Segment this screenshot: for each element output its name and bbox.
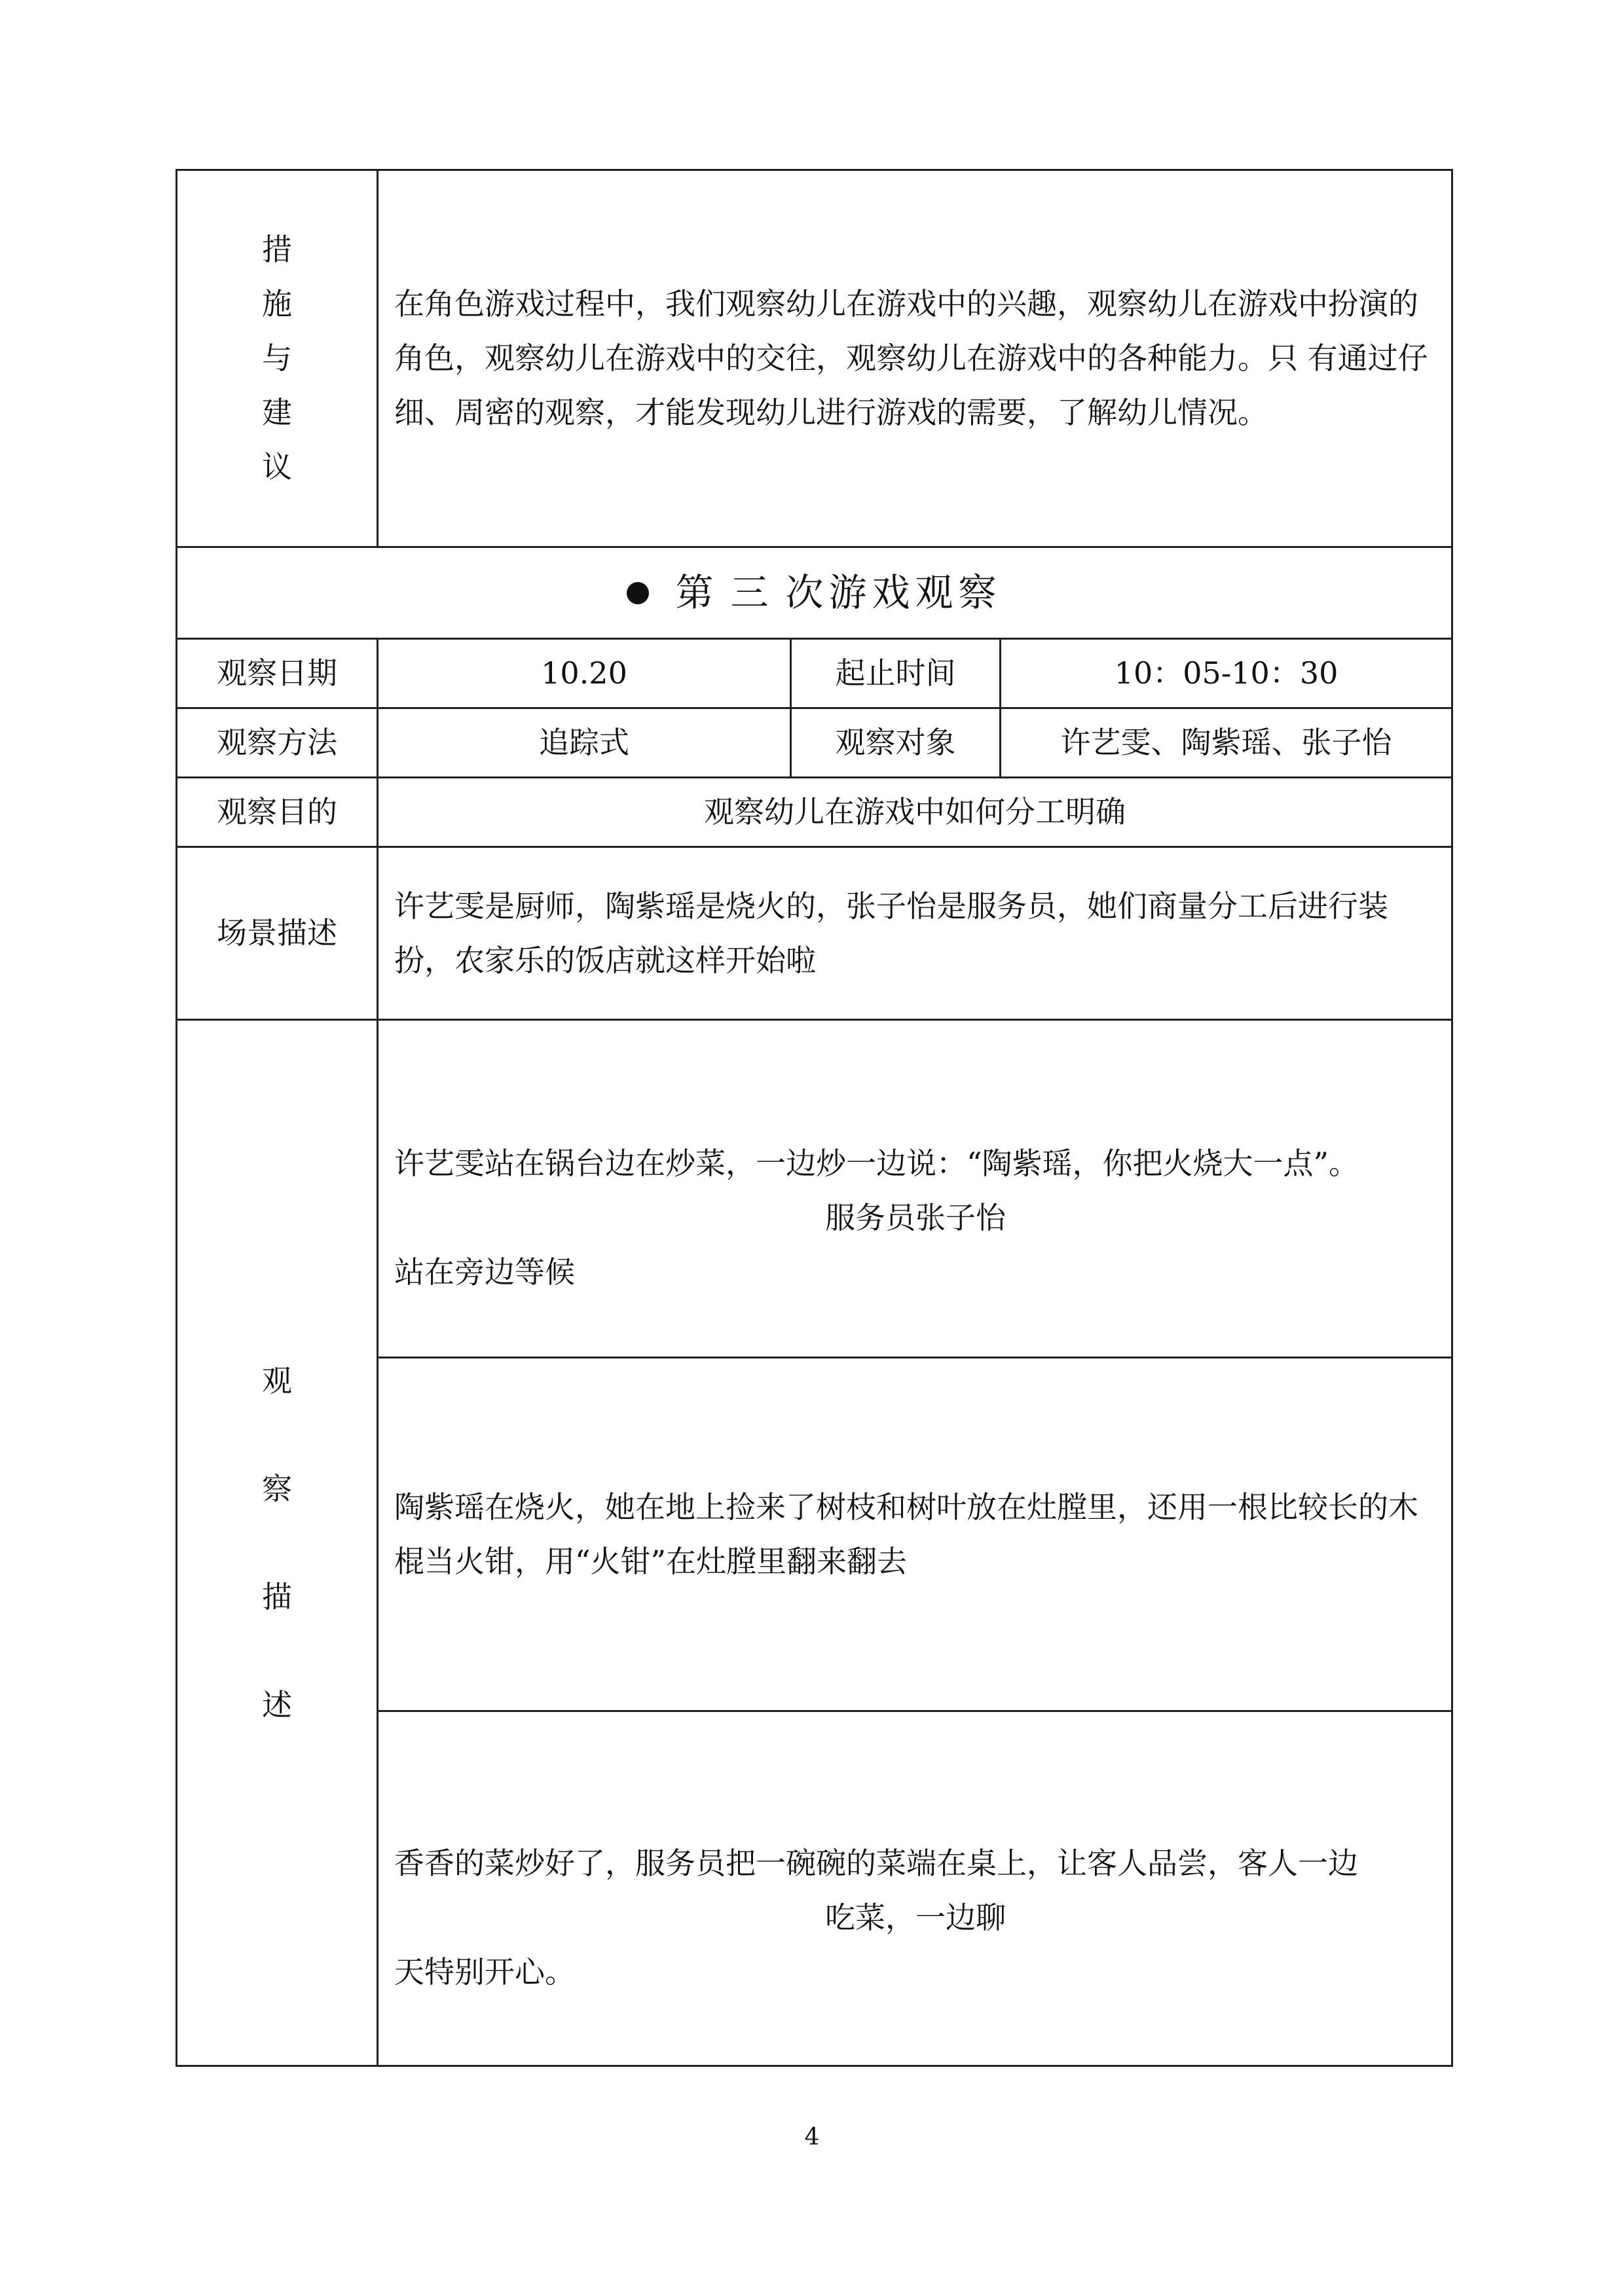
scene-row [177, 847, 1452, 1020]
method-label: 观察方法 [177, 708, 378, 778]
description-row-1 [177, 1020, 1452, 1358]
date-label: 观察日期 [177, 639, 378, 708]
p3-center: 吃菜，一边聊 [825, 1900, 1006, 1935]
section-title: 第三次游戏观察 [177, 547, 1452, 639]
description-paragraph-2: 陶紫瑶在烧火，她在地上捡来了树枝和树叶放在灶膛里，还用一根比较长的木棍当火钳，用“火钳”在灶膛里翻来翻去 [378, 1358, 1452, 1711]
time-label: 起止时间 [791, 639, 1001, 708]
method-value: 追踪式 [378, 708, 791, 778]
p1-tail: 站在旁边等候 [394, 1254, 575, 1290]
purpose-label: 观察目的 [177, 778, 378, 847]
measures-text: 在角色游戏过程中，我们观察幼儿在游戏中的兴趣，观察幼儿在游戏中扮演的角色，观察幼儿在游戏中的交往，观察幼儿在游戏中的各种能力。只 有通过仔细、周密的观察，才能发现幼儿进行游戏的需要，了解幼儿情况。 [378, 170, 1452, 547]
section-row [177, 547, 1452, 639]
p1-main: 许艺雯站在锅台边在炒菜，一边炒一边说：“陶紫瑶，你把火烧大一点”。 [394, 1146, 1359, 1181]
date-value: 10.20 [378, 639, 791, 708]
measures-label: 措 施 与 建 议 [177, 170, 378, 547]
description-label: 观 察 描 述 [177, 1020, 378, 2066]
purpose-row [177, 778, 1452, 847]
p3-tail: 天特别开心。 [394, 1954, 575, 1990]
date-row [177, 639, 1452, 708]
method-row [177, 708, 1452, 778]
description-paragraph-3 [378, 1711, 1452, 2066]
observation-table [175, 169, 1453, 2067]
page-number: 4 [804, 2124, 820, 2151]
bullet-dot-icon [627, 582, 649, 604]
description-paragraph-1 [378, 1020, 1452, 1358]
scene-label: 场景描述 [177, 847, 378, 1020]
p3-main: 香香的菜炒好了，服务员把一碗碗的菜端在桌上，让客人品尝，客人一边 [394, 1846, 1358, 1881]
target-value: 许艺雯、陶紫瑶、张子怡 [1001, 708, 1452, 778]
p1-center: 服务员张子怡 [825, 1200, 1006, 1235]
scene-text: 许艺雯是厨师，陶紫瑶是烧火的，张子怡是服务员，她们商量分工后进行装扮，农家乐的饭店就这样开始啦 [378, 847, 1452, 1020]
target-label: 观察对象 [791, 708, 1001, 778]
purpose-value: 观察幼儿在游戏中如何分工明确 [378, 778, 1452, 847]
time-value: 10：05-10：30 [1001, 639, 1452, 708]
measures-row [177, 170, 1452, 547]
